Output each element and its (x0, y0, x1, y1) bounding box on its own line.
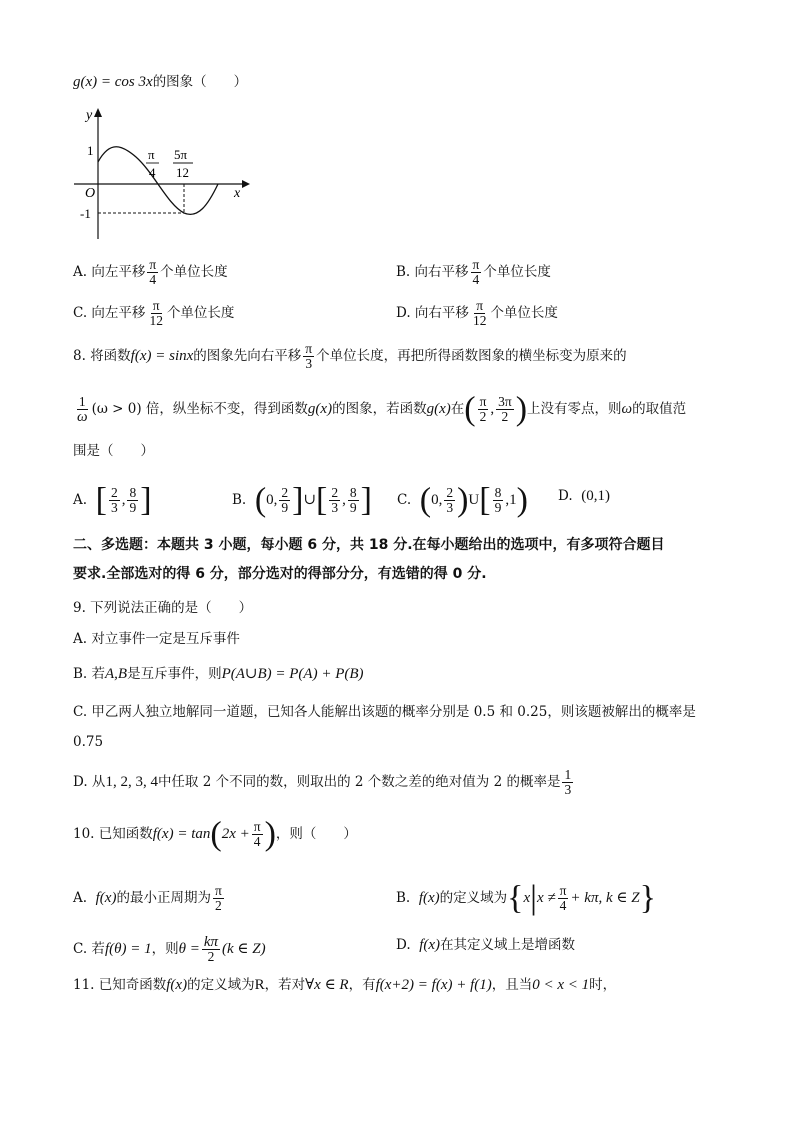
q8-b-frac3 (348, 486, 359, 515)
q7-y-neg-one: -1 (80, 206, 91, 221)
q7-opt-c-prefix: C. 向左平移 (73, 305, 146, 321)
q7-graph (70, 105, 250, 245)
frac-den: 9 (129, 500, 137, 515)
q9-option-a: A. 对立事件一定是互斥事件 (73, 631, 240, 647)
q7-option-a (73, 258, 228, 287)
frac-den: 2 (479, 409, 487, 424)
frac-den: 4 (559, 898, 567, 913)
q11-b: 的定义域为 (187, 977, 255, 993)
q7-opt-a-suffix: 个单位长度 (160, 264, 228, 280)
frac-num: 1 (564, 767, 572, 782)
frac-num: 8 (129, 485, 137, 500)
q7-option-c (73, 299, 234, 328)
q11-a: 11. 已知奇函数 (73, 977, 167, 993)
comma: , (121, 492, 126, 508)
q8-opt-c-label: C. (397, 492, 412, 508)
q9-option-d (73, 768, 575, 797)
q7-curve (98, 147, 218, 215)
q8-l1-frac (303, 342, 314, 371)
q7-opt-b-suffix: 个单位长度 (483, 264, 551, 280)
q7-opt-c-frac (147, 299, 165, 328)
q7-tick1-num: π (148, 147, 155, 162)
frac-den: 9 (494, 500, 502, 515)
q7-origin: O (85, 186, 96, 201)
q7-tick2-den: 12 (176, 165, 189, 180)
frac-num: 2 (446, 485, 454, 500)
q9-d-frac (562, 768, 573, 797)
q8-c-frac1 (444, 486, 455, 515)
frac-num: 2 (331, 485, 339, 500)
q10-b-frac (558, 884, 569, 913)
frac-num: π (479, 394, 487, 409)
bracket-close: ] (140, 481, 152, 519)
q7-opt-b-frac (471, 258, 482, 287)
brace-close: } (639, 879, 656, 917)
frac-den: 2 (215, 898, 222, 913)
paren-open: ( (254, 481, 267, 519)
q8-a-frac2 (127, 486, 138, 515)
q9-option-c-line1: C. 甲乙两人独立地解同一道题，已知各人能解出该题的概率分别是 0.5 和 0.25，则该题被解出的概率是 (73, 704, 696, 720)
q8-line1 (73, 342, 627, 371)
q8-c-zero: 0, (431, 492, 443, 508)
q8-c-one: ,1 (505, 492, 517, 508)
q10-a-text: 的最小正周期为 (116, 890, 211, 906)
q9-b-ab: A,B (105, 666, 128, 682)
frac-den: 12 (149, 313, 163, 328)
q10-b-set-a: x (523, 890, 531, 906)
q9-d-prefix: D. 从 (73, 774, 106, 790)
frac-num: 2 (110, 485, 118, 500)
brace-open: { (507, 879, 524, 917)
q7-opt-a-frac (147, 258, 158, 287)
frac-den: 2 (501, 409, 509, 424)
q10-option-b (396, 879, 656, 917)
q7-y-one: 1 (87, 143, 94, 158)
paren-close: ) (264, 815, 276, 853)
frac-den: 4 (472, 272, 480, 287)
q10-stem-b: ，则（ ） (275, 826, 357, 842)
frac-den: 3 (305, 356, 313, 371)
frac-num: kπ (203, 934, 219, 950)
frac-num: π (476, 298, 484, 313)
q8-l1-a: 8. 将函数 (73, 348, 131, 364)
paren-open: ( (210, 815, 222, 853)
q8-l2-b: 的图象，若函数 (332, 401, 427, 417)
q8-opt-d-label: D. (558, 488, 573, 504)
paren-open: ( (419, 481, 432, 519)
q7-intro-func: g(x) = cos 3x (73, 74, 153, 90)
frac-den: ω (77, 409, 88, 425)
q8-l2-e: 的取值范 (632, 401, 687, 417)
q8-l2-frac (75, 395, 90, 424)
frac-den: 9 (349, 500, 357, 515)
frac-den: 3 (110, 500, 118, 515)
q10-b-set-b: x ≠ (536, 890, 556, 906)
q10-a-func: f(x) (95, 890, 117, 906)
paren-open: ( (464, 390, 476, 428)
frac-den: 12 (472, 313, 487, 328)
q10-stem-a: 10. 已知函数 (73, 826, 153, 842)
q10-stem-func: f(x) = tan (152, 826, 211, 842)
q10-d-text: 在其定义域上是增函数 (440, 937, 576, 953)
frac-num: π (149, 257, 157, 272)
q11-d: ，有 (348, 977, 376, 993)
q8-int-frac1 (478, 395, 489, 424)
q7-opt-d-prefix: D. 向右平移 (396, 305, 469, 321)
q10-stem-frac (252, 820, 263, 849)
q8-l1-func: f(x) = sinx (130, 348, 194, 364)
q8-l1-c: 个单位长度，再把所得函数图象的横坐标变为原来的 (316, 348, 627, 364)
q11-f: 时， (589, 977, 617, 993)
bracket-close: ] (360, 481, 372, 519)
frac-num: π (472, 257, 480, 272)
q7-opt-c-suffix: 个单位长度 (166, 305, 235, 321)
q7-tick2-num: 5π (174, 147, 188, 162)
frac-den: 3 (446, 500, 454, 515)
bracket-close: ] (292, 481, 304, 519)
q7-intro (73, 72, 247, 92)
section2-line1: 二、多选题：本题共 3 小题，每小题 6 分，共 18 分.在每小题给出的选项中，有多项符合题目 (73, 537, 665, 553)
q8-c-frac2 (493, 486, 504, 515)
paren-close: ) (457, 481, 469, 519)
q10-option-a (73, 884, 226, 913)
frac-num: 8 (349, 485, 357, 500)
q8-b-zero: 0, (266, 492, 278, 508)
q8-l2-a: (ω > 0) 倍，纵坐标不变，得到函数 (91, 401, 308, 417)
q8-b-frac1 (279, 486, 290, 515)
comma: , (490, 401, 495, 417)
q10-c-cond: f(θ) = 1 (104, 941, 152, 957)
q11-forall: ∀x ∈ R (305, 977, 349, 993)
q10-b-func: f(x) (418, 890, 440, 906)
paren-close: ) (515, 390, 528, 428)
q10-stem-inner: 2x + (221, 826, 250, 842)
q8-opt-a-label: A. (73, 492, 88, 508)
q10-c-frac (202, 935, 220, 964)
q8-opt-b-label: B. (232, 492, 247, 508)
q10-option-c (73, 935, 266, 964)
q11-c: ，若对 (264, 977, 306, 993)
q7-y-label: y (86, 108, 93, 123)
q10-b-prefix: B. (396, 890, 411, 906)
frac-num: 3π (498, 394, 512, 409)
q8-d-value: (0,1) (581, 488, 610, 504)
frac-num: π (253, 819, 261, 834)
q7-opt-a-prefix: A. 向左平移 (73, 264, 146, 280)
frac-num: 8 (494, 485, 502, 500)
q8-line2 (73, 390, 687, 428)
q9-stem: 9. 下列说法正确的是（ ） (73, 600, 253, 616)
frac-num: π (214, 883, 222, 898)
set-bar: | (530, 879, 537, 917)
frac-den: 4 (253, 834, 261, 849)
q7-option-b (396, 258, 551, 287)
q8-l2-g2: g(x) (426, 401, 451, 417)
q10-c-prefix: C. 若 (73, 941, 105, 957)
q10-b-set-c: + kπ, k ∈ Z (570, 890, 640, 906)
bracket-open: [ (479, 481, 491, 519)
q10-option-d (396, 935, 575, 955)
frac-num: π (152, 298, 160, 313)
frac-num: π (305, 341, 313, 356)
q11-r: R (254, 977, 265, 993)
q8-l2-d: 上没有零点，则 (527, 401, 622, 417)
q8-option-b (232, 481, 372, 519)
q8-line3: 围是（ ） (73, 443, 154, 459)
bracket-open: [ (95, 481, 107, 519)
q8-a-frac1 (109, 486, 120, 515)
q9-option-b (73, 664, 364, 684)
q7-x-label: x (234, 186, 241, 201)
q11-cond: 0 < x < 1 (532, 977, 590, 993)
q9-b-formula: P(A∪B) = P(A) + P(B) (221, 666, 364, 682)
q11-e: ，且当 (491, 977, 533, 993)
q8-l2-g: g(x) (307, 401, 333, 417)
q11-stem (73, 975, 616, 995)
q10-c-mid: ，则 (151, 941, 179, 957)
q8-c-cup: U (468, 492, 480, 508)
q10-d-prefix: D. (396, 937, 411, 953)
q9-b-mid: 是互斥事件，则 (127, 666, 222, 682)
q10-stem (73, 815, 357, 853)
q10-a-frac (213, 884, 224, 913)
q10-d-func: f(x) (419, 937, 441, 953)
q7-opt-d-frac (471, 299, 489, 328)
paren-close: ) (516, 481, 528, 519)
frac-den: 3 (564, 782, 572, 797)
q9-d-mid: 中任取 2 个不同的数，则取出的 2 个数之差的绝对值为 2 的概率是 (157, 774, 561, 790)
q8-l1-b: 的图象先向右平移 (193, 348, 302, 364)
comma: , (342, 492, 346, 508)
frac-num: 1 (78, 394, 86, 409)
q8-option-a (73, 481, 152, 519)
frac-den: 4 (149, 272, 157, 287)
q8-b-frac2 (329, 486, 340, 515)
section2-line2: 要求.全部选对的得 6 分，部分选对的得部分分，有选错的得 0 分. (73, 566, 487, 582)
bracket-open: [ (316, 481, 328, 519)
q9-d-set: 1, 2, 3, 4 (105, 774, 158, 790)
q8-option-c (397, 481, 528, 519)
frac-den: 3 (331, 500, 339, 515)
q10-a-prefix: A. (73, 890, 88, 906)
q7-opt-b-prefix: B. 向右平移 (396, 264, 469, 280)
q9-b-prefix: B. 若 (73, 666, 106, 682)
q8-option-d (558, 486, 610, 506)
q8-b-cup: ∪ (303, 492, 317, 508)
q8-l2-c: 在 (450, 401, 465, 417)
q7-opt-d-suffix: 个单位长度 (490, 305, 558, 321)
frac-num: 2 (281, 485, 289, 500)
q9-option-c-line2: 0.75 (73, 734, 104, 750)
q11-eq: f(x+2) = f(x) + f(1) (375, 977, 492, 993)
q7-option-d (396, 299, 558, 328)
q10-b-text: 的定义域为 (439, 890, 508, 906)
q8-l2-w: ω (621, 401, 633, 417)
frac-den: 9 (281, 500, 289, 515)
q10-c-tail: (k ∈ Z) (222, 941, 266, 957)
q7-tick1-den: 4 (149, 165, 156, 180)
frac-num: π (559, 883, 567, 898)
q10-c-theta: θ = (178, 941, 200, 957)
q8-int-frac2 (496, 395, 514, 424)
q7-intro-suffix: 的图象（ ） (152, 74, 248, 90)
q11-func: f(x) (166, 977, 188, 993)
frac-den: 2 (207, 949, 215, 964)
